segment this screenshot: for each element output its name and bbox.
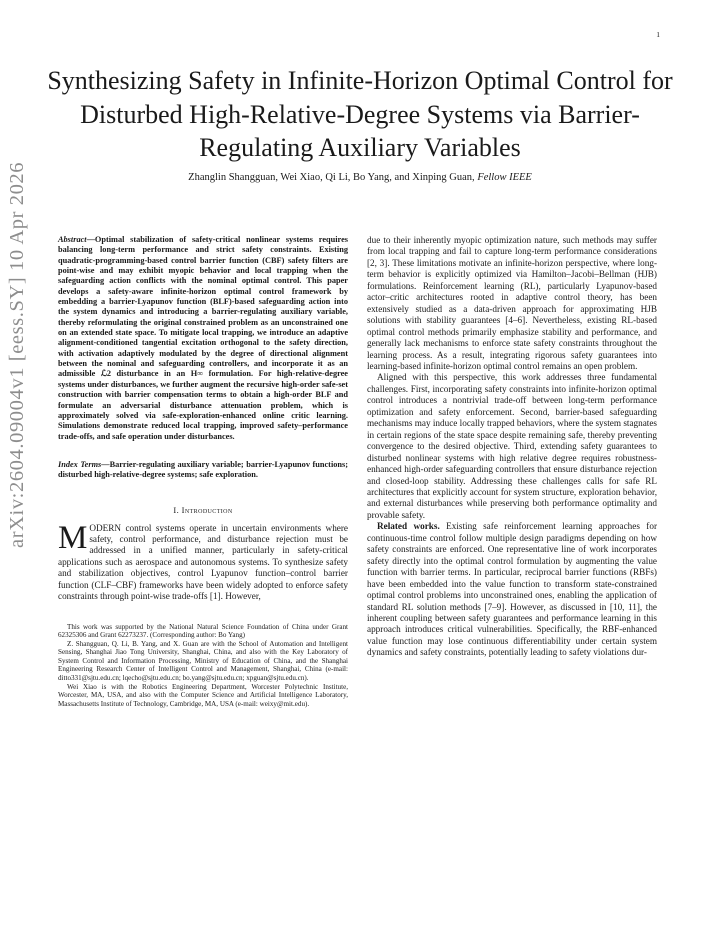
left-column xyxy=(58,235,348,708)
related-works-text: Existing safe reinforcement learning approaches for continuous-time control follow multiple design paradigms depending on how safety constraints are enforced. One representative line of work incorporates safety directly into the optimal control formulation by augmenting the value function with barrier terms. In particular, reciprocal barrier functions (RBFs) have been embedded into the value function to transform state-constrained optimal control problems into unconstrained ones, enabling the application of standard RL solution methods [7–9]. However, as discussed in [10, 11], the inherent coupling between safety guarantees and performance learning in this approach introduces critical vulnerabilities. Specifically, the RBF-enhanced value function may lose continuous differentiability under certain system dynamics and safety constraints, potentially leading to safety violations dur- xyxy=(367,521,657,658)
index-terms xyxy=(58,460,348,481)
index-terms-text: —Barrier-regulating auxiliary variable; barrier-Lyapunov functions; disturbed high-relative-degree systems; safe exploration. xyxy=(58,459,348,480)
footnotes xyxy=(58,623,348,708)
paragraph-related-works xyxy=(367,521,657,658)
footnote-affiliation-sjtu: Z. Shangguan, Q. Li, B. Yang, and X. Guan are with the School of Automation and Intelligent Sensing, Shanghai Jiao Tong University, Shanghai, China, and also with the Key Laboratory of System Control and Information Processing, Ministry of Education of China, and the Shanghai Engineering Research Center of Intelligent Control and Management, Shanghai, China (e-mail: ditto331@sjtu.edu.cn; lqecho@sjtu.edu.cn; bo.yang@sjtu.edu.cn; xpguan@sjtu.edu.cn). xyxy=(58,639,348,683)
paragraph-challenges: Aligned with this perspective, this work addresses three fundamental challenges. First, incorporating safety constraints into infinite-horizon optimal control introduces a nontrivial trade-off between long-term performance optimization and safety enforcement. Second, barrier-based safeguarding mechanisms may induce locally trapped behaviors, where the system stagnates in certain regions of the state space despite remaining safe, thereby preventing convergence to the desired objective. Third, extending safety guarantees to disturbed nonlinear systems with high relative degree requires robustness-enhanced high-order safeguarding controllers that ensure disturbance rejection and closed-loop stability. Addressing these challenges calls for safe RL architectures that explicitly account for system structure, exploration behavior, and external disturbances while preserving both performance optimality and provable safety. xyxy=(367,372,657,520)
paper-title: Synthesizing Safety in Infinite-Horizon Optimal Control for Disturbed High-Relative-Degree Systems via Barrier-Regulating Auxiliary Variables xyxy=(47,66,673,162)
footnote-affiliation-wpi: Wei Xiao is with the Robotics Engineering Department, Worcester Polytechnic Institute, Worcester, MA, USA, and also with the Computer Science and Artificial Intelligence Laboratory, Massachusetts Institute of Technology, Cambridge, MA, USA (e-mail: weixy@mit.edu). xyxy=(58,682,348,708)
abstract xyxy=(58,235,348,442)
section-numeral: I. xyxy=(173,504,180,515)
section-heading xyxy=(58,505,348,515)
author-line xyxy=(40,172,680,183)
abstract-text: —Optimal stabilization of safety-critical nonlinear systems requires balancing long-term performance and strict safety constraints. Existing quadratic-programming-based control barrier function (CBF) safety filters are point-wise and may exhibit myopic behavior and local trapping when the safeguarding action conflicts with the nominal optimal control. This paper develops a safety-aware infinite-horizon optimal control framework by embedding a barrier-Lyapunov function (BLF)-based safeguarding action into the system dynamics and introducing a barrier-regulating auxiliary variable, thereby reformulating the original constrained problem as an unconstrained one on an extended state space. To mitigate local trapping, we introduce an adaptive alignment-conditioned tangential excitation orthogonal to the safety direction, with activation adaptively modulated by the degree of directional alignment between the nominal and safeguarding controllers, and incorporate it as an admissible ℒ2 disturbance in an H∞ formulation. For high-relative-degree systems under disturbances, we further augment the recursive high-order safe-set construction with barrier compensation terms to obtain a high-order BLF and formulate an adversarial disturbance attenuation problem, which is approximately solved via safe-exploration-enhanced online critic learning. Simulations demonstrate reduced local trapping, improved safety–performance trade-offs, and safe operation under disturbances. xyxy=(58,235,348,441)
abstract-lead: Abstract xyxy=(58,235,87,244)
right-column xyxy=(367,235,657,659)
intro-smallcaps: ODERN xyxy=(89,522,121,533)
intro-text: control systems operate in uncertain environments where safety, control performance, and disturbance rejection must be addressed in a unified manner, particularly in safety-critical applications such as aerospace and autonomous systems. To synthesize safety and stabilization objectives, control Lyapunov function–control barrier function (CLF–CBF) frameworks have been widely adopted to enforce safety constraints through point-wise trade-offs [1]. However, xyxy=(58,522,348,602)
author-names: Zhanglin Shangguan, Wei Xiao, Qi Li, Bo Yang, and Xinping Guan, xyxy=(188,172,475,183)
intro-paragraph xyxy=(58,519,348,603)
author-suffix: Fellow IEEE xyxy=(477,172,532,183)
footnote-funding: This work was supported by the National Natural Science Foundation of China under Grant 62325306 and Grant 62273237. (Corresponding author: Bo Yang) xyxy=(58,622,348,640)
arxiv-stamp: arXiv:2604.09004v1 [eess.SY] 10 Apr 2026 xyxy=(6,161,28,548)
index-terms-lead: Index Terms xyxy=(58,459,102,469)
drop-cap: M xyxy=(58,519,88,556)
related-works-lead: Related works. xyxy=(377,521,440,532)
section-title: Introduction xyxy=(181,504,233,515)
paragraph-continuation: due to their inherently myopic optimization nature, such methods may suffer from local trapping and fail to capture long-term performance considerations [2, 3]. These limitations motivate an infinite-horizon perspective, where long-term behavior is explicitly optimized via Hamilton–Jacobi–Bellman (HJB) formulations. Reinforcement learning (RL), particularly Lyapunov-based actor–critic architectures rooted in adaptive control theory, has been extensively studied as a data-driven approach for approximating HJB solutions with stability guarantees [4–6]. Nevertheless, existing RL-based optimal control methods primarily emphasize stability and performance, and generally lack mechanisms to enforce state safety constraints throughout the learning process. As a result, integrating rigorous safety guarantees into learning-based infinite-horizon optimal control remains an open problem. xyxy=(367,235,657,371)
page-number: 1 xyxy=(656,30,660,39)
